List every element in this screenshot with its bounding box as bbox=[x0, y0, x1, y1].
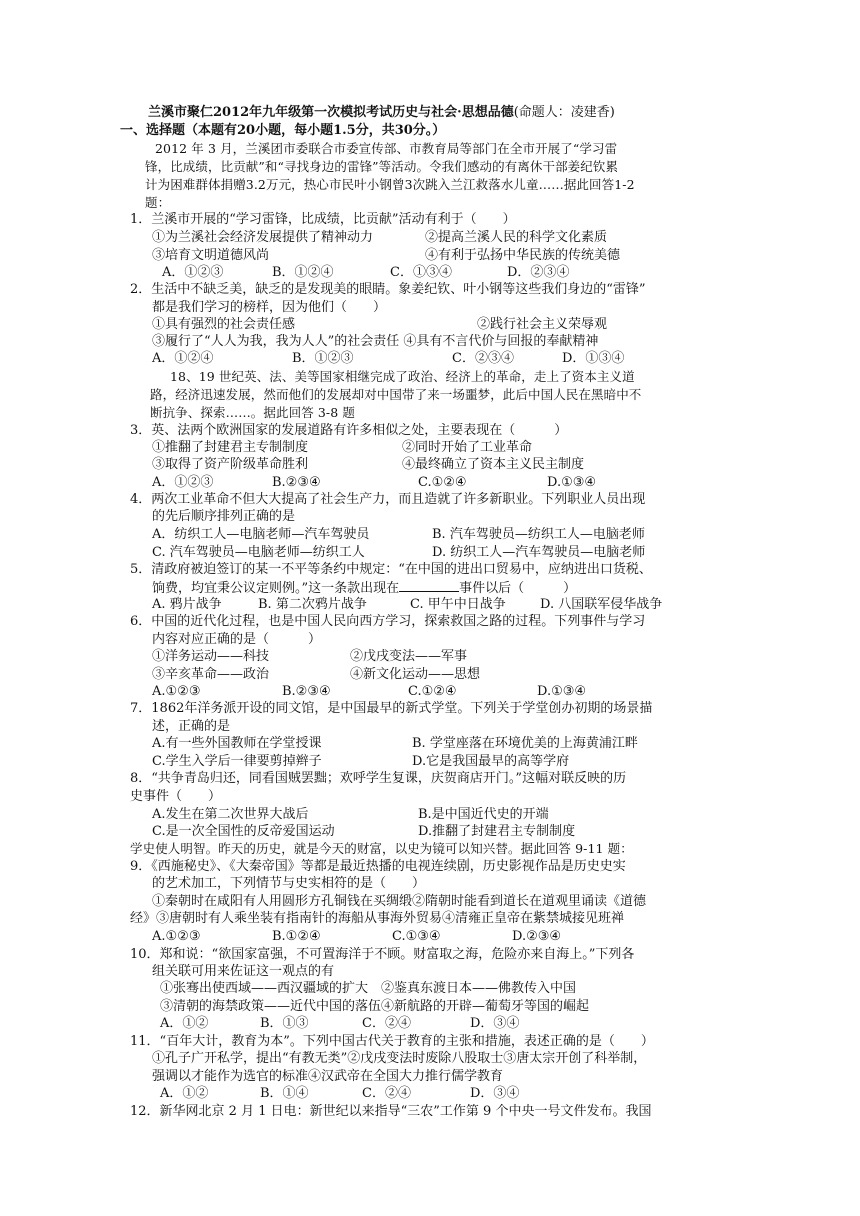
q8-stem-line1: 8．“共争青岛归还，同看国贼罢黜；欢呼学生复课，庆贺商店开门。”这幅对联反映的历 bbox=[130, 771, 627, 786]
q2-option-c[interactable]: C．②③④ bbox=[452, 351, 514, 366]
q6-statement-3: ③辛亥革命——政治 bbox=[152, 667, 270, 682]
q10-statements-line2: ③清朝的海禁政策——近代中国的落伍④新航路的开辟—葡萄牙等国的崛起 bbox=[160, 999, 590, 1014]
q4-option-a[interactable]: A．纺织工人—电脑老师—汽车驾驶员 bbox=[152, 527, 370, 542]
q3-statement-2: ②同时开始了工业革命 bbox=[402, 440, 533, 455]
exam-title-row bbox=[148, 104, 860, 122]
q4-option-b[interactable]: B. 汽车驾驶员—纺织工人—电脑老师 bbox=[432, 527, 645, 542]
q7-option-a[interactable]: A.有一些外国教师在学堂授课 bbox=[152, 736, 322, 751]
q2-option-b[interactable]: B．①②③ bbox=[292, 351, 354, 366]
q6-stem-line2: 内容对应正确的是（ ） bbox=[152, 632, 322, 647]
q2-option-a[interactable]: A．①②④ bbox=[152, 351, 214, 366]
q10-option-c[interactable]: C．②④ bbox=[362, 1016, 411, 1031]
section-heading: 一、选择题（本题有20小题，每小题1.5分，共30分。） bbox=[120, 123, 446, 138]
q6-option-a[interactable]: A.①②③ bbox=[152, 684, 201, 699]
q10-option-b[interactable]: B．①③ bbox=[260, 1016, 309, 1031]
q7-option-c[interactable]: C.学生入学后一律要剪掉辫子 bbox=[152, 754, 322, 769]
q9-option-b[interactable]: B.①②④ bbox=[272, 929, 321, 944]
q3-statement-4: ④最终确立了资本主义民主制度 bbox=[402, 457, 585, 472]
q5-option-b[interactable]: B. 第二次鸦片战争 bbox=[258, 597, 367, 612]
q8-option-a[interactable]: A.发生在第二次世界大战后 bbox=[152, 807, 309, 822]
intro2-line3: 断抗争、探索……。据此回答 3-8 题 bbox=[150, 405, 355, 420]
author-note: (命题人：凌建香) bbox=[513, 105, 615, 120]
q9-option-d[interactable]: D.②③④ bbox=[512, 929, 562, 944]
q1-statement-1: ①为兰溪社会经济发展提供了精神动力 bbox=[152, 230, 374, 245]
q7-stem-line2: 述，正确的是 bbox=[152, 719, 231, 734]
q3-stem: 3．英、法两个欧洲国家的发展道路有许多相似之处，主要表现在（ ） bbox=[130, 423, 568, 438]
q4-stem-line1: 4．两次工业革命不但大大提高了社会生产力，而且造就了许多新职业。下列职业人员出现 bbox=[130, 492, 646, 507]
q5-stem-line2-start: 饷费，均宜秉公议定则例。”这一条款出现在 bbox=[152, 581, 400, 596]
q4-stem-line2: 的先后顺序排列正确的是 bbox=[152, 509, 296, 524]
q1-option-a[interactable]: A．①②③ bbox=[162, 265, 224, 280]
q8-option-b[interactable]: B.是中国近代史的开端 bbox=[418, 807, 549, 822]
q3-option-a[interactable]: A．①②③ bbox=[152, 475, 214, 490]
intro1-line4: 题： bbox=[145, 195, 171, 210]
q10-stem-line1: 10．郑和说：“欲国家富强，不可置海洋于不顾。财富取之海，危险亦来自海上。”下列各 bbox=[130, 947, 635, 962]
q4-option-d[interactable]: D. 纺织工人—汽车驾驶员—电脑老师 bbox=[432, 545, 646, 560]
q5-option-d[interactable]: D. 八国联军侵华战争 bbox=[540, 597, 663, 612]
q11-statements-line2: 强调以才能作为选官的标准④汉武帝在全国大力推行儒学教育 bbox=[152, 1069, 504, 1084]
q3-option-b[interactable]: B.②③④ bbox=[272, 475, 321, 490]
q1-option-b[interactable]: B．①②④ bbox=[272, 265, 334, 280]
q3-statement-3: ③取得了资产阶级革命胜利 bbox=[152, 457, 309, 472]
q6-stem-line1: 6．中国的近代化过程，也是中国人民向西方学习，探索救国之路的过程。下列事件与学习 bbox=[130, 614, 646, 629]
intro1-line2: 锋，比成绩，比贡献”和“寻找身边的雷锋”等活动。令我们感动的有离休干部姜纪钦累 bbox=[145, 159, 619, 174]
q11-option-a[interactable]: A．①② bbox=[160, 1086, 209, 1101]
q2-statement-3-4: ③履行了“人人为我，我为人人”的社会责任 ④具有不言代价与回报的奉献精神 bbox=[152, 334, 599, 349]
intro1-line1: 2012 年 3 月，兰溪团市委联合市委宣传部、市教育局等部门在全市开展了“学习雷 bbox=[155, 141, 618, 156]
q8-stem-line2: 史事件（ ） bbox=[130, 789, 222, 804]
q10-statements-line1: ①张骞出使西域——西汉疆域的扩大 ②鉴真东渡日本——佛教传入中国 bbox=[160, 981, 577, 996]
q5-answer-blank bbox=[399, 579, 459, 592]
q2-statement-2: ②践行社会主义荣辱观 bbox=[477, 317, 608, 332]
q11-option-c[interactable]: C．②④ bbox=[362, 1086, 411, 1101]
q9-option-a[interactable]: A.①②③ bbox=[152, 929, 201, 944]
q2-stem-line1: 2．生活中不缺乏美，缺乏的是发现美的眼睛。象姜纪钦、叶小钢等这些我们身边的“雷锋” bbox=[130, 282, 646, 297]
q9-option-c[interactable]: C.①③④ bbox=[392, 929, 441, 944]
q2-option-d[interactable]: D．①③④ bbox=[562, 351, 625, 366]
exam-title: 兰溪市聚仁2012年九年级第一次模拟考试历史与社会·思想品德 bbox=[148, 105, 514, 120]
q6-statement-2: ②戊戌变法——军事 bbox=[350, 649, 468, 664]
q4-option-c[interactable]: C. 汽车驾驶员—电脑老师—纺织工人 bbox=[152, 545, 365, 560]
intro3: 学史使人明智。昨天的历史，就是今天的财富，以史为镜可以知兴替。据此回答 9-11 题： bbox=[130, 841, 633, 856]
q11-option-d[interactable]: D．③④ bbox=[470, 1086, 520, 1101]
q1-option-c[interactable]: C．①③④ bbox=[390, 265, 452, 280]
q1-statement-3: ③培育文明道德风尚 bbox=[152, 248, 270, 263]
intro2-line1: 18、19 世纪英、法、美等国家相继完成了政治、经济上的革命，走上了资本主义道 bbox=[170, 369, 635, 384]
q6-option-d[interactable]: D.①③④ bbox=[537, 684, 587, 699]
q9-statements-line2: 经》③唐朝时有人乘坐装有指南针的海船从事海外贸易④清雍正皇帝在紫禁城接见班禅 bbox=[130, 911, 625, 926]
q7-stem-line1: 7．1862年洋务派开设的同文馆，是中国最早的新式学堂。下列关于学堂创办初期的场景描 bbox=[130, 701, 653, 716]
q5-stem-line1: 5．清政府被迫签订的某一不平等条约中规定：“在中国的进出口贸易中，应纳进出口货税、 bbox=[130, 562, 652, 577]
q7-option-b[interactable]: B. 学堂座落在环境优美的上海黄浦江畔 bbox=[412, 736, 638, 751]
q1-statement-2: ②提高兰溪人民的科学文化素质 bbox=[425, 230, 608, 245]
q2-statement-1: ①具有强烈的社会责任感 bbox=[152, 317, 296, 332]
q8-option-d[interactable]: D.推翻了封建君主专制制度 bbox=[418, 824, 576, 839]
q8-option-c[interactable]: C.是一次全国性的反帝爱国运动 bbox=[152, 824, 335, 839]
q5-option-c[interactable]: C. 甲午中日战争 bbox=[410, 597, 506, 612]
q3-option-c[interactable]: C.①②④ bbox=[418, 475, 467, 490]
q5-option-a[interactable]: A. 鸦片战争 bbox=[152, 597, 222, 612]
q11-statements-line1: ①孔子广开私学，提出“有教无类”②戊戌变法时废除八股取士③唐太宗开创了科举制， bbox=[152, 1051, 647, 1066]
q9-stem-line1: 9．《西施秘史》、《大秦帝国》等都是最近热播的电视连续剧，历史影视作品是历史史实 bbox=[130, 859, 626, 874]
q10-option-d[interactable]: D．③④ bbox=[470, 1016, 520, 1031]
q6-statement-1: ①洋务运动——科技 bbox=[152, 649, 270, 664]
q11-stem: 11．“百年大计，教育为本”。下列中国古代关于教育的主张和措施，表述正确的是（ ） bbox=[130, 1034, 654, 1049]
q6-option-b[interactable]: B.②③④ bbox=[282, 684, 331, 699]
q2-stem-line2: 都是我们学习的榜样，因为他们（ ） bbox=[152, 300, 387, 315]
q10-stem-line2: 组关联可用来佐证这一观点的有 bbox=[152, 964, 335, 979]
q7-option-d[interactable]: D.它是我国最早的高等学府 bbox=[412, 754, 570, 769]
q3-statement-1: ①推翻了封建君主专制制度 bbox=[152, 440, 309, 455]
q3-option-d[interactable]: D.①③④ bbox=[547, 475, 597, 490]
q5-stem-line2-end: 事件以后（ ） bbox=[459, 581, 577, 596]
intro1-line3: 计为困难群体捐赠3.2万元，热心市民叶小钢曾3次跳入兰江救落水儿童……据此回答1-2 bbox=[145, 177, 635, 192]
q9-stem-line2: 的艺术加工，下列情节与史实相符的是（ ） bbox=[152, 876, 426, 891]
q10-option-a[interactable]: A．①② bbox=[160, 1016, 209, 1031]
q6-statement-4: ④新文化运动——思想 bbox=[350, 667, 481, 682]
intro2-line2: 路，经济迅速发展，然而他们的发展却对中国带了来一场噩梦，此后中国人民在黑暗中不 bbox=[150, 387, 642, 402]
q11-option-b[interactable]: B．①④ bbox=[260, 1086, 309, 1101]
q6-option-c[interactable]: C.①②④ bbox=[408, 684, 457, 699]
q1-stem: 1．兰溪市开展的“学习雷锋，比成绩，比贡献”活动有利于（ ） bbox=[130, 212, 516, 227]
q1-option-d[interactable]: D．②③④ bbox=[507, 265, 570, 280]
q1-statement-4: ④有利于弘扬中华民族的传统美德 bbox=[425, 248, 621, 263]
q9-statements-line1: ①秦朝时在咸阳有人用圆形方孔铜钱在买绸缎②隋朝时能看到道长在道观里诵读《道德 bbox=[152, 894, 647, 909]
q12-stem-line1: 12．新华网北京 2 月 1 日电：新世纪以来指导“三农”工作第 9 个中央一号文件发布。我国 bbox=[130, 1104, 652, 1119]
